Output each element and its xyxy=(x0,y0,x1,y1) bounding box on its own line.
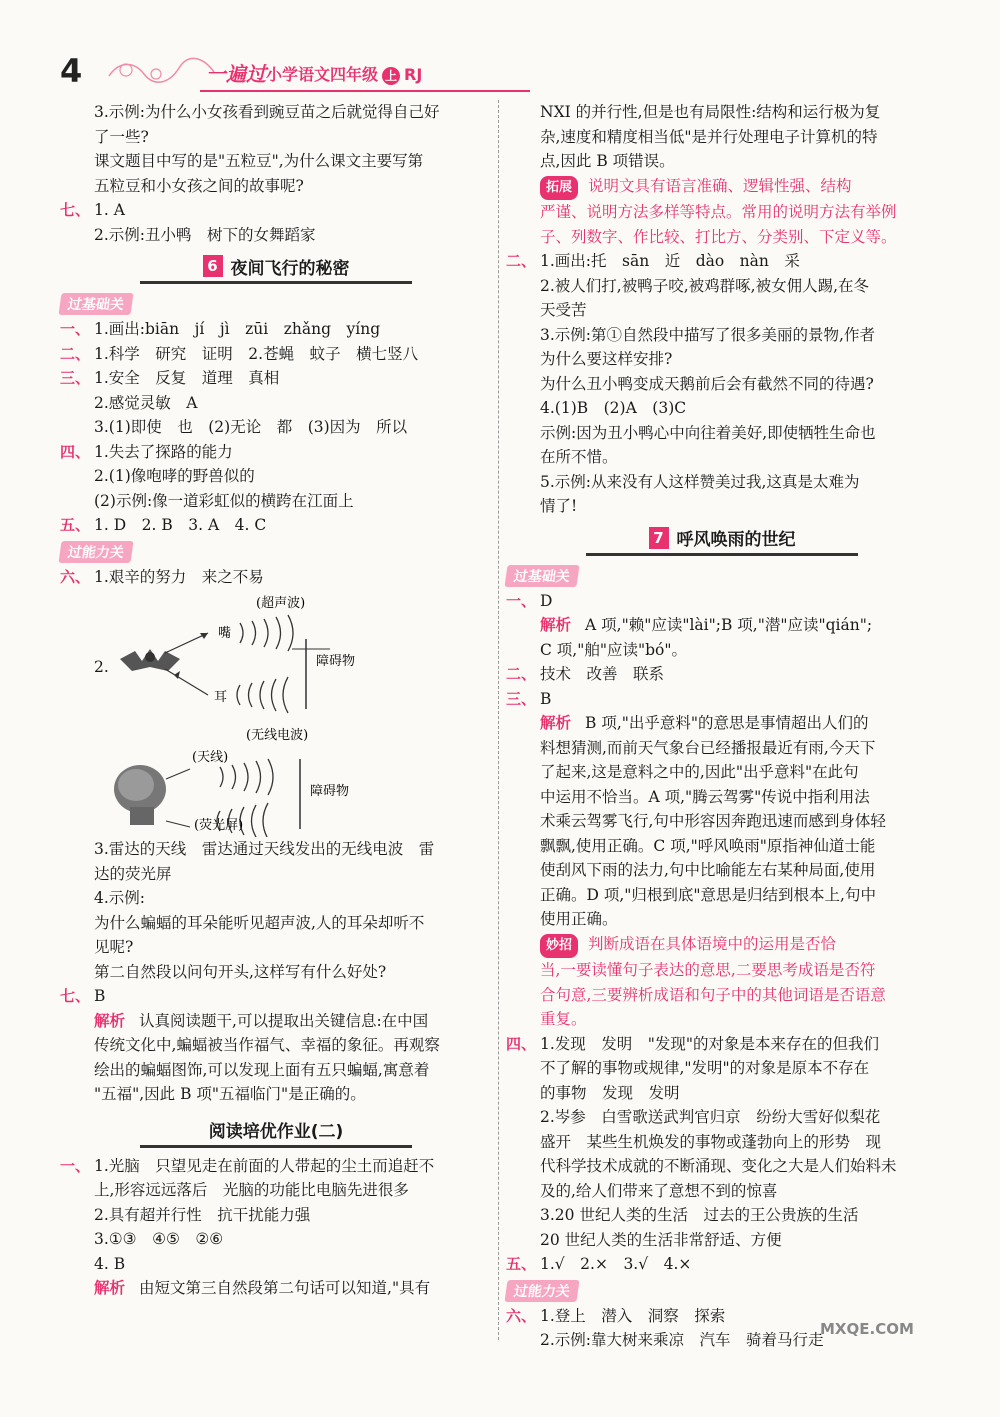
answer-text: 1.发现 发明 "发现"的对象是本来存在的但我们 xyxy=(540,1034,880,1053)
page-header xyxy=(60,52,490,96)
text-line: 4. B xyxy=(94,1254,126,1273)
label-mouth: 嘴 xyxy=(218,626,232,641)
text-line: (2)示例:像一道彩虹似的横跨在江面上 xyxy=(94,491,354,510)
text-line: 正确。D 项,"归根到底"意思是归结到根本上,句中 xyxy=(540,885,876,904)
text-line: 5.示例:从来没有人这样赞美过我,这真是太难为 xyxy=(540,472,860,491)
text-line: 中运用不恰当。A 项,"腾云驾雾"传说中指利用法 xyxy=(540,787,870,806)
section-number: 二、 xyxy=(60,344,91,363)
text-line: 3.雷达的天线 雷达通过天线发出的无线电波 雷 xyxy=(94,840,435,858)
analysis-row xyxy=(506,613,938,638)
text-line: 见呢? xyxy=(94,938,134,956)
text-line: 点,因此 B 项错误。 xyxy=(540,152,675,170)
answer-text: 1. D 2. B 3. A 4. C xyxy=(94,516,267,534)
text-line: 情了! xyxy=(540,497,578,515)
lesson-name: 呼风唤雨的世纪 xyxy=(676,530,796,550)
section-number: 三、 xyxy=(506,689,537,708)
text-line: 3.(1)即使 也 (2)无论 都 (3)因为 所以 xyxy=(94,418,408,436)
text-line: NXI 的并行性,但是也有局限性:结构和运行极为复 xyxy=(540,103,881,121)
lesson-title xyxy=(140,1115,412,1148)
answer-row xyxy=(60,513,492,538)
answer-text: 1. A xyxy=(94,201,125,219)
text-line: 2.感觉灵敏 A xyxy=(94,393,198,412)
lesson-title xyxy=(140,251,412,284)
text-line: 4.示例: xyxy=(94,889,146,907)
text-line: 3.示例:第①自然段中描写了很多美丽的景物,作者 xyxy=(540,325,875,344)
answer-row xyxy=(60,342,492,367)
text-line: 2.示例:靠大树来乘凉 汽车 骑着马行走 xyxy=(540,1331,824,1349)
text-line: 为什么要这样安排? xyxy=(540,350,673,368)
label-antenna: (天线) xyxy=(192,750,229,765)
answer-text: D xyxy=(540,591,553,610)
text-line: 了一些? xyxy=(94,127,149,146)
text-line: 3.①③ ④⑤ ②⑥ xyxy=(94,1230,224,1248)
answer-row xyxy=(60,984,492,1009)
section-badge: 过基础关 xyxy=(504,565,579,587)
answer-text: B xyxy=(94,987,106,1005)
volume-badge: 上 xyxy=(382,67,400,85)
text-line: 3.示例:为什么小女孩看到豌豆苗之后就觉得自己好 xyxy=(94,103,440,121)
arrow-line xyxy=(165,633,208,653)
label-radio-waves: (无线电波) xyxy=(246,728,309,743)
tip-row xyxy=(506,932,938,959)
section-number: 六、 xyxy=(60,567,91,586)
answer-text: 1.失去了探路的能力 xyxy=(94,442,233,461)
ultrasound-waves xyxy=(237,615,293,713)
text-line: "五福",因此 B 项"五福临门"是正确的。 xyxy=(94,1085,366,1103)
answer-text: B xyxy=(540,689,552,708)
section-number: 四、 xyxy=(60,442,91,461)
edition-label: RJ xyxy=(404,65,423,84)
page-number: 4 xyxy=(60,52,83,90)
diagram-figure xyxy=(80,589,410,837)
label-obstacle: 障碍物 xyxy=(316,654,356,669)
lesson-number: 7 xyxy=(649,527,669,549)
analysis-text: A 项,"赖"应读"lài";B 项,"潜"应读"qián"; xyxy=(585,616,873,634)
section-number: 四、 xyxy=(506,1034,537,1053)
text-line: 2.具有超并行性 抗干扰能力强 xyxy=(94,1205,311,1224)
tip-text: 判断成语在具体语境中的运用是否恰 xyxy=(588,934,837,953)
text-line: 重复。 xyxy=(540,1010,587,1028)
analysis-text: 认真阅读题干,可以提取出关键信息:在中国 xyxy=(139,1011,429,1030)
text-line: 上,形容远远落后 光脑的功能比电脑先进很多 xyxy=(94,1181,409,1199)
section-number: 一、 xyxy=(60,1156,91,1175)
text-line: 使用正确。 xyxy=(540,910,618,928)
label-ultrasound: (超声波) xyxy=(256,596,306,611)
text-line: 严谨、说明方法多样等特点。常用的说明方法有举例 xyxy=(540,203,897,221)
text-line: 为什么丑小鸭变成天鹅前后会有截然不同的待遇? xyxy=(540,374,874,393)
subject-title xyxy=(266,62,422,85)
text-line: 课文题目中写的是"五粒豆",为什么课文主要写第 xyxy=(94,152,424,170)
answer-row xyxy=(506,249,938,274)
section-number: 三、 xyxy=(60,369,91,387)
arrow-line xyxy=(166,769,190,779)
text-line: 盛开 某些生机焕发的事物或蓬勃向上的形势 现 xyxy=(540,1132,882,1151)
answer-text: 技术 改善 联系 xyxy=(540,665,665,683)
answer-row xyxy=(506,1252,938,1277)
trick-tag: 妙招 xyxy=(540,934,578,959)
arrow-line xyxy=(166,821,190,827)
radar-dish-icon xyxy=(114,765,166,825)
label-screen: (荧光屏) xyxy=(194,818,244,833)
text-line: 了起来,这是意料之中的,因此"出乎意料"在此句 xyxy=(540,763,859,781)
section-number: 一、 xyxy=(506,591,537,610)
text-line: 第二自然段以问句开头,这样写有什么好处? xyxy=(94,962,387,981)
section-number: 一、 xyxy=(60,320,91,338)
text-line: 子、列数字、作比较、打比方、分类别、下定义等。 xyxy=(540,227,897,246)
text-line: 代科学技术成就的不断涌现、变化之大是人们始料未 xyxy=(540,1157,897,1175)
answer-text: 1.科学 研究 证明 2.苍蝇 蚊子 横七竖八 xyxy=(94,344,419,363)
section-number: 六、 xyxy=(506,1306,537,1325)
brand-logo: 一遍过 xyxy=(206,62,266,86)
text-line: 不了解的事物或规律,"发明"的对象是原本不存在 xyxy=(540,1059,870,1077)
text-line: 在所不惜。 xyxy=(540,448,618,466)
text-line: 五粒豆和小女孩之间的故事呢? xyxy=(94,176,304,195)
analysis-tag: 解析 xyxy=(540,714,572,732)
text-line: 示例:因为丑小鸭心中向往着美好,即使牺牲生命也 xyxy=(540,423,876,442)
text-line: 3.20 世纪人类的生活 过去的王公贵族的生活 xyxy=(540,1206,859,1224)
text-line: 的事物 发现 发明 xyxy=(540,1083,680,1102)
header-rule xyxy=(200,90,530,92)
section-number: 五、 xyxy=(60,516,91,534)
text-line: 传统文化中,蝙蝠被当作福气、幸福的象征。再观察 xyxy=(94,1036,440,1054)
item-label: 2. xyxy=(94,658,109,676)
section-number: 五、 xyxy=(506,1255,537,1273)
analysis-tag: 解析 xyxy=(94,1279,126,1297)
answer-row xyxy=(60,440,492,465)
text-line: 使刮风下雨的法力,句中比喻能左右某种局面,使用 xyxy=(540,861,876,879)
text-line: 及的,给人们带来了意想不到的惊喜 xyxy=(540,1181,778,1200)
analysis-row xyxy=(60,1009,492,1034)
answer-row xyxy=(60,366,492,391)
answer-text: 1.光脑 只望见走在前面的人带起的尘土而追赶不 xyxy=(94,1156,435,1175)
text-line: 术乘云驾雾飞行,句中形容因奔跑迅速而感到身体轻 xyxy=(540,812,886,830)
section-badge: 过能力关 xyxy=(58,541,133,563)
answer-row xyxy=(60,565,492,590)
text-line: C 项,"舶"应读"bó"。 xyxy=(540,640,687,659)
analysis-tag: 解析 xyxy=(94,1011,126,1030)
text-line: 为什么蝙蝠的耳朵能听见超声波,人的耳朵却听不 xyxy=(94,913,425,932)
answer-text: 1.√ 2.× 3.√ 4.× xyxy=(540,1255,692,1273)
answer-row xyxy=(60,198,492,223)
text-line: 达的荧光屏 xyxy=(94,864,172,883)
lesson-name: 阅读培优作业(二) xyxy=(208,1122,344,1142)
section-number: 二、 xyxy=(506,252,537,270)
section-badge: 过能力关 xyxy=(504,1280,579,1302)
text-line: 天受苦 xyxy=(540,301,587,319)
lesson-title xyxy=(586,523,858,556)
answer-text: 1.画出:biān jí jì zūi zhǎng yíng xyxy=(94,320,381,338)
analysis-text: B 项,"出乎意料"的意思是事情超出人们的 xyxy=(585,714,869,732)
arrow-line xyxy=(165,669,208,695)
text-line: 杂,速度和精度相当低"是并行处理电子计算机的特 xyxy=(540,127,878,146)
right-column xyxy=(506,100,938,1353)
text-line: 2.被人们打,被鸭子咬,被鸡群啄,被女佣人踢,在冬 xyxy=(540,276,869,295)
text-line: 飘飘,使用正确。C 项,"呼风唤雨"原指神仙道士能 xyxy=(540,836,876,855)
answer-text: 1.安全 反复 道理 真相 xyxy=(94,369,280,387)
expand-tag: 拓展 xyxy=(540,176,578,201)
bat-radar-diagram xyxy=(60,589,492,837)
section-number: 七、 xyxy=(60,987,91,1005)
section-number: 二、 xyxy=(506,665,537,683)
lesson-number: 6 xyxy=(203,255,223,277)
lesson-name: 夜间飞行的秘密 xyxy=(230,258,350,279)
text-line: 4.(1)B (2)A (3)C xyxy=(540,399,687,417)
answer-row xyxy=(506,589,938,614)
answer-text: 1.艰辛的努力 来之不易 xyxy=(94,567,264,586)
analysis-row xyxy=(506,711,938,736)
column-divider xyxy=(498,100,500,1340)
analysis-tag: 解析 xyxy=(540,616,572,634)
subject-name: 小学语文四年级 xyxy=(266,65,379,84)
answer-row xyxy=(506,687,938,712)
answer-row xyxy=(506,1032,938,1057)
analysis-row xyxy=(60,1276,492,1301)
text-line: 2.岑参 白雪歌送武判官归京 纷纷大雪好似梨花 xyxy=(540,1108,881,1126)
text-line: 当,一要读懂句子表达的意思,二要思考成语是否符 xyxy=(540,961,876,979)
text-line: 料想猜测,而前天气象台已经播报最近有雨,今天下 xyxy=(540,738,876,757)
section-badge: 过基础关 xyxy=(58,293,133,315)
text-line: 2.(1)像咆哮的野兽似的 xyxy=(94,467,255,485)
text-line: 绘出的蝙蝠图饰,可以发现上面有五只蝙蝠,寓意着 xyxy=(94,1060,430,1079)
tip-row xyxy=(506,174,938,201)
answer-row xyxy=(506,662,938,687)
site-watermark: MXQE.COM xyxy=(820,1320,914,1338)
text-line: 20 世纪人类的生活非常舒适、方便 xyxy=(540,1230,782,1249)
answer-row xyxy=(60,317,492,342)
answer-row xyxy=(60,1154,492,1179)
label-ear: 耳 xyxy=(214,690,228,705)
text-line: 2.示例:丑小鸭 树下的女舞蹈家 xyxy=(94,225,316,244)
text-line: 合句意,三要辨析成语和句子中的其他词语是否语意 xyxy=(540,985,886,1004)
answer-text: 1.画出:托 sān 近 dào nàn 采 xyxy=(540,252,800,270)
bat-icon xyxy=(120,649,180,671)
label-obstacle: 障碍物 xyxy=(310,784,350,799)
section-number: 七、 xyxy=(60,201,91,219)
tip-text: 说明文具有语言准确、逻辑性强、结构 xyxy=(588,176,852,195)
analysis-text: 由短文第三自然段第二句话可以知道,"具有 xyxy=(139,1279,431,1297)
left-column xyxy=(60,100,492,1301)
answer-text: 1.登上 潜入 洞察 探索 xyxy=(540,1306,726,1325)
